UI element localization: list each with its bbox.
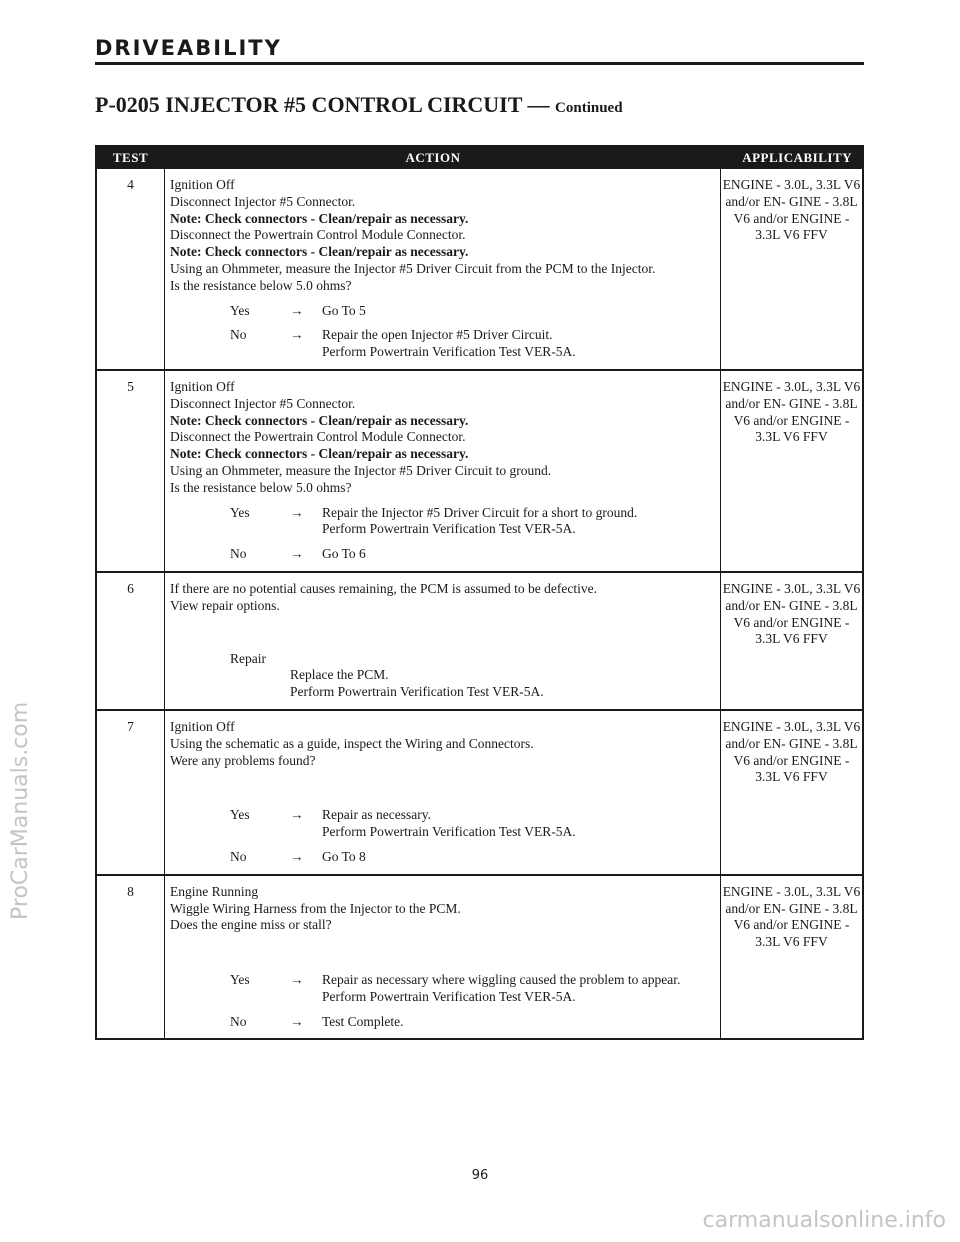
applicability-cell: ENGINE - 3.0L, 3.3L V6 and/or EN- GINE - 3.8L V6 and/or ENGINE - 3.3L V6 FFV	[722, 718, 861, 785]
arrow-right-icon: →	[290, 807, 304, 823]
result-line: Go To 5	[322, 302, 366, 318]
section-header: DRIVEABILITY	[95, 36, 282, 60]
result-branch	[170, 505, 715, 539]
result-action	[322, 1014, 715, 1031]
table-header	[97, 147, 862, 169]
table-row	[97, 874, 862, 1039]
action-step: Disconnect Injector #5 Connector.	[170, 193, 356, 209]
result-action	[322, 505, 715, 539]
applicability-cell: ENGINE - 3.0L, 3.3L V6 and/or EN- GINE - 3.8L V6 and/or ENGINE - 3.3L V6 FFV	[722, 177, 861, 243]
test-number: 7	[127, 718, 134, 734]
applicability-cell: ENGINE - 3.0L, 3.3L V6 and/or EN- GINE - 3.8L V6 and/or ENGINE - 3.3L V6 FFV	[722, 883, 861, 950]
result-action	[322, 327, 715, 361]
result-answer: No	[230, 546, 247, 562]
result-line: Repair as necessary where wiggling caused the problem to appear.	[322, 972, 681, 988]
action-step: Does the engine miss or stall?	[170, 917, 332, 933]
result-branch	[170, 807, 715, 841]
result-line: Perform Powertrain Verification Test VER-5A.	[322, 988, 576, 1004]
applicability-cell: ENGINE - 3.0L, 3.3L V6 and/or EN- GINE - 3.8L V6 and/or ENGINE - 3.3L V6 FFV	[722, 378, 861, 445]
action-note: Note: Check connectors - Clean/repair as necessary.	[170, 446, 469, 462]
result-line: Go To 8	[322, 848, 366, 864]
action-note: Note: Check connectors - Clean/repair as necessary.	[170, 244, 469, 260]
repair-steps	[230, 667, 715, 701]
arrow-right-icon: →	[290, 1013, 304, 1029]
action-step: Disconnect the Powertrain Control Module Connector.	[170, 227, 466, 243]
action-step: Using the schematic as a guide, inspect the Wiring and Connectors.	[170, 735, 534, 751]
repair-block	[170, 651, 715, 701]
result-line: Repair the open Injector #5 Driver Circuit.	[322, 327, 553, 343]
action-step: Wiggle Wiring Harness from the Injector to the PCM.	[170, 900, 461, 916]
action-step: Were any problems found?	[170, 752, 316, 768]
action-note: Note: Check connectors - Clean/repair as necessary.	[170, 210, 469, 226]
column-header-test: TEST	[112, 149, 149, 165]
result-answer: Yes	[230, 504, 250, 520]
test-number: 6	[127, 580, 134, 596]
spacer	[170, 769, 715, 799]
action-step: Ignition Off	[170, 177, 235, 192]
result-line: Perform Powertrain Verification Test VER-5A.	[322, 344, 576, 360]
result-answer: Yes	[230, 302, 250, 318]
result-line: Repair as necessary.	[322, 807, 431, 823]
table-row	[97, 709, 862, 874]
test-number: 5	[127, 378, 134, 394]
table-row	[97, 571, 862, 709]
result-branch	[170, 972, 715, 1006]
applicability-cell: ENGINE - 3.0L, 3.3L V6 and/or EN- GINE - 3.8L V6 and/or ENGINE - 3.3L V6 FFV	[722, 580, 861, 647]
test-number: 8	[127, 883, 134, 899]
table-row	[97, 169, 862, 369]
action-cell	[164, 876, 721, 1039]
action-cell	[164, 371, 721, 571]
diagnostic-table	[95, 145, 864, 1040]
action-step: Ignition Off	[170, 718, 235, 734]
repair-step: Perform Powertrain Verification Test VER-5A.	[290, 684, 544, 700]
result-line: Perform Powertrain Verification Test VER-5A.	[322, 521, 576, 537]
action-step: Engine Running	[170, 883, 259, 899]
page-number: 96	[471, 1168, 489, 1183]
action-step: Ignition Off	[170, 378, 235, 394]
action-step: Disconnect Injector #5 Connector.	[170, 395, 356, 411]
column-header-action: ACTION	[405, 149, 461, 165]
result-action	[322, 972, 715, 1006]
arrow-right-icon: →	[290, 972, 304, 988]
action-step: Disconnect the Powertrain Control Module Connector.	[170, 429, 466, 445]
action-step: Using an Ohmmeter, measure the Injector #5 Driver Circuit to ground.	[170, 462, 552, 478]
result-answer: No	[230, 848, 247, 864]
repair-label: Repair	[230, 650, 266, 666]
side-watermark: ProCarManuals.com	[8, 701, 33, 920]
result-action	[322, 849, 715, 866]
header-rule	[95, 62, 864, 65]
result-answer: Yes	[230, 807, 250, 823]
title-continued: Continued	[555, 100, 623, 116]
repair-step: Replace the PCM.	[290, 667, 389, 683]
result-branch	[170, 546, 715, 563]
result-branch	[170, 1014, 715, 1031]
result-branch	[170, 849, 715, 866]
arrow-right-icon: →	[290, 848, 304, 864]
result-branch	[170, 327, 715, 361]
page-title	[95, 92, 623, 118]
bottom-watermark: carmanualsonline.info	[702, 1208, 946, 1233]
arrow-right-icon: →	[290, 504, 304, 520]
spacer	[170, 934, 715, 964]
test-number: 4	[127, 177, 134, 192]
result-action	[322, 807, 715, 841]
result-branch	[170, 303, 715, 320]
action-step: Using an Ohmmeter, measure the Injector #5 Driver Circuit from the PCM to the Injector.	[170, 260, 656, 276]
arrow-right-icon: →	[290, 327, 304, 343]
column-header-applicability: APPLICABILITY	[742, 149, 852, 165]
action-cell	[164, 169, 721, 369]
result-answer: No	[230, 1013, 247, 1029]
result-action	[322, 546, 715, 563]
table-row	[97, 369, 862, 571]
result-action	[322, 303, 715, 320]
result-line: Perform Powertrain Verification Test VER-5A.	[322, 824, 576, 840]
result-answer: Yes	[230, 972, 250, 988]
action-step: Is the resistance below 5.0 ohms?	[170, 479, 352, 495]
action-step: If there are no potential causes remaining, the PCM is assumed to be defective.	[170, 580, 597, 596]
action-step: View repair options.	[170, 597, 280, 613]
arrow-right-icon: →	[290, 546, 304, 562]
table-body	[97, 169, 862, 1038]
arrow-right-icon: →	[290, 302, 304, 318]
result-answer: No	[230, 327, 247, 343]
action-cell	[164, 711, 721, 874]
action-cell	[164, 573, 721, 709]
action-step: Is the resistance below 5.0 ohms?	[170, 277, 352, 293]
action-note: Note: Check connectors - Clean/repair as necessary.	[170, 412, 469, 428]
title-main: P-0205 INJECTOR #5 CONTROL CIRCUIT —	[95, 92, 550, 117]
result-line: Repair the Injector #5 Driver Circuit for a short to ground.	[322, 504, 638, 520]
result-line: Go To 6	[322, 546, 366, 562]
result-line: Test Complete.	[322, 1013, 404, 1029]
